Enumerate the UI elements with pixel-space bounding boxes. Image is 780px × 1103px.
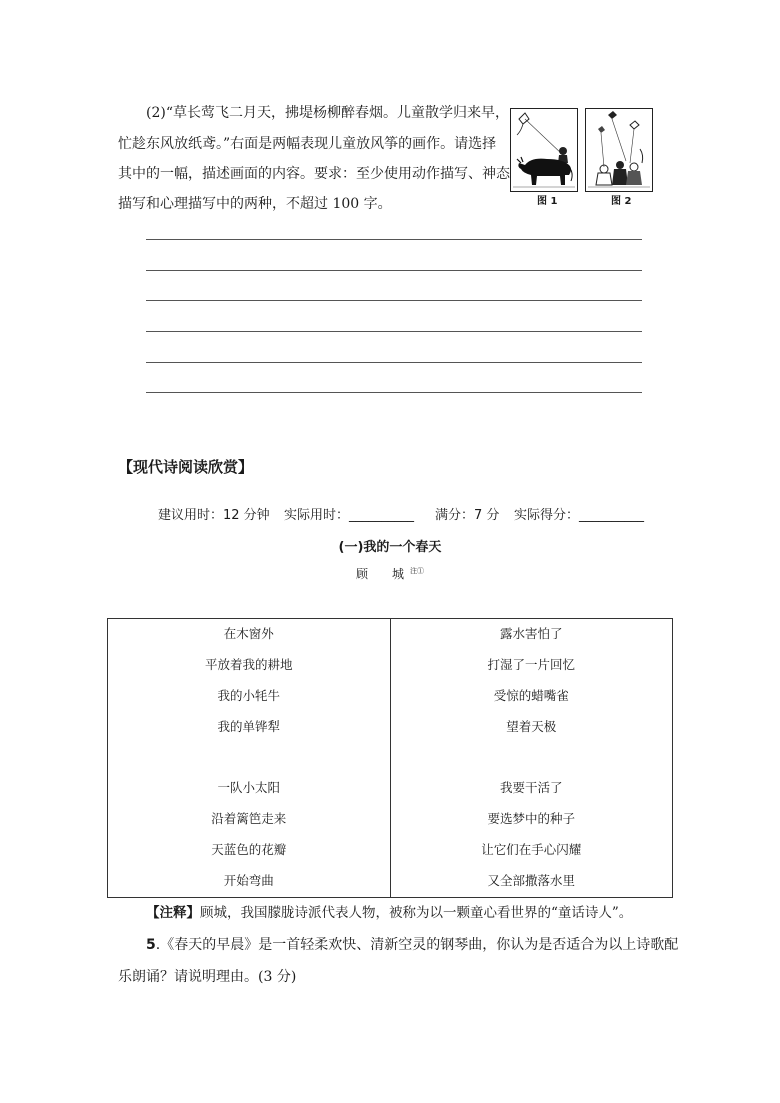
question2-line-4: 描写和心理描写中的两种，不超过 100 字。 bbox=[118, 196, 392, 212]
poem-line: 露水害怕了 bbox=[499, 626, 563, 641]
poem-line: 又全部撒落水里 bbox=[487, 873, 575, 889]
question5-line-1 bbox=[146, 934, 678, 954]
figure-2 bbox=[585, 108, 653, 192]
note-marker: 注① bbox=[410, 567, 424, 575]
section-title: 【现代诗阅读欣赏】 bbox=[118, 458, 254, 476]
poem-line: 受惊的蜡嘴雀 bbox=[493, 687, 569, 703]
child-on-ox-flying-kite-icon bbox=[511, 109, 577, 191]
answer-line-4[interactable] bbox=[146, 331, 642, 332]
question2-line-1: (2)“草长莺飞二月天，拂堤杨柳醉春烟。儿童散学归来早， bbox=[146, 105, 509, 121]
answer-line-6[interactable] bbox=[146, 392, 642, 393]
poem-author-name: 顾 城 bbox=[355, 567, 410, 581]
stanza-gap bbox=[391, 743, 673, 774]
poem-line: 我要干活了 bbox=[499, 780, 563, 796]
suggested-time: 建议用时：12 分钟 bbox=[158, 508, 270, 523]
poem-line: 让它们在手心闪耀 bbox=[481, 842, 582, 858]
annotation-text: 顾城，我国朦胧诗派代表人物，被称为以一颗童心看世界的“童话诗人”。 bbox=[200, 905, 633, 921]
poem-line: 平放着我的耕地 bbox=[204, 656, 293, 672]
answer-line-2[interactable] bbox=[146, 270, 642, 271]
children-flying-kites-icon bbox=[586, 109, 652, 191]
question5-line-2: 乐朗诵？请说明理由。(3 分) bbox=[118, 969, 297, 985]
actual-time[interactable]: 实际用时：__________ bbox=[284, 508, 415, 523]
question5-number: 5 bbox=[146, 937, 156, 953]
poem-title: (一)我的一个春天 bbox=[338, 540, 442, 555]
poem-line: 要选梦中的种子 bbox=[487, 811, 575, 827]
answer-line-1[interactable] bbox=[146, 239, 642, 240]
question5-text: .《春天的早晨》是一首轻柔欢快、清新空灵的钢琴曲，你认为是否适合为以上诗歌配 bbox=[155, 937, 679, 953]
annotation bbox=[146, 901, 632, 921]
poem-line: 望着天极 bbox=[506, 718, 557, 734]
answer-line-3[interactable] bbox=[146, 300, 642, 301]
poem-line: 沿着篱笆走来 bbox=[211, 811, 287, 827]
poem-line: 天蓝色的花瓣 bbox=[211, 842, 287, 858]
poem-line: 打湿了一片回忆 bbox=[487, 656, 575, 672]
poem-line: 在木窗外 bbox=[223, 626, 274, 641]
full-score: 满分：7 分 bbox=[435, 508, 500, 523]
poem-table bbox=[107, 618, 673, 898]
stanza-gap bbox=[108, 743, 390, 774]
poem-line: 我的小牦牛 bbox=[217, 687, 280, 703]
actual-score[interactable]: 实际得分：__________ bbox=[514, 508, 645, 523]
figure-2-caption: 图 2 bbox=[611, 196, 632, 207]
figure-1 bbox=[510, 108, 578, 192]
answer-line-5[interactable] bbox=[146, 362, 642, 363]
poem-author bbox=[0, 565, 780, 582]
poem-line: 开始弯曲 bbox=[223, 873, 274, 889]
poem-right-column bbox=[390, 619, 673, 898]
poem-line: 我的单铧犁 bbox=[217, 718, 280, 734]
question2-line-2: 忙趁东风放纸鸢。”右面是两幅表现儿童放风筝的画作。请选择 bbox=[118, 136, 497, 152]
annotation-label: 【注释】 bbox=[146, 905, 200, 921]
poem-left-column bbox=[108, 619, 391, 898]
poem-line: 一队小太阳 bbox=[217, 780, 280, 796]
question2-line-3: 其中的一幅，描述画面的内容。要求：至少使用动作描写、神态 bbox=[118, 166, 510, 182]
figure-1-caption: 图 1 bbox=[537, 196, 558, 207]
